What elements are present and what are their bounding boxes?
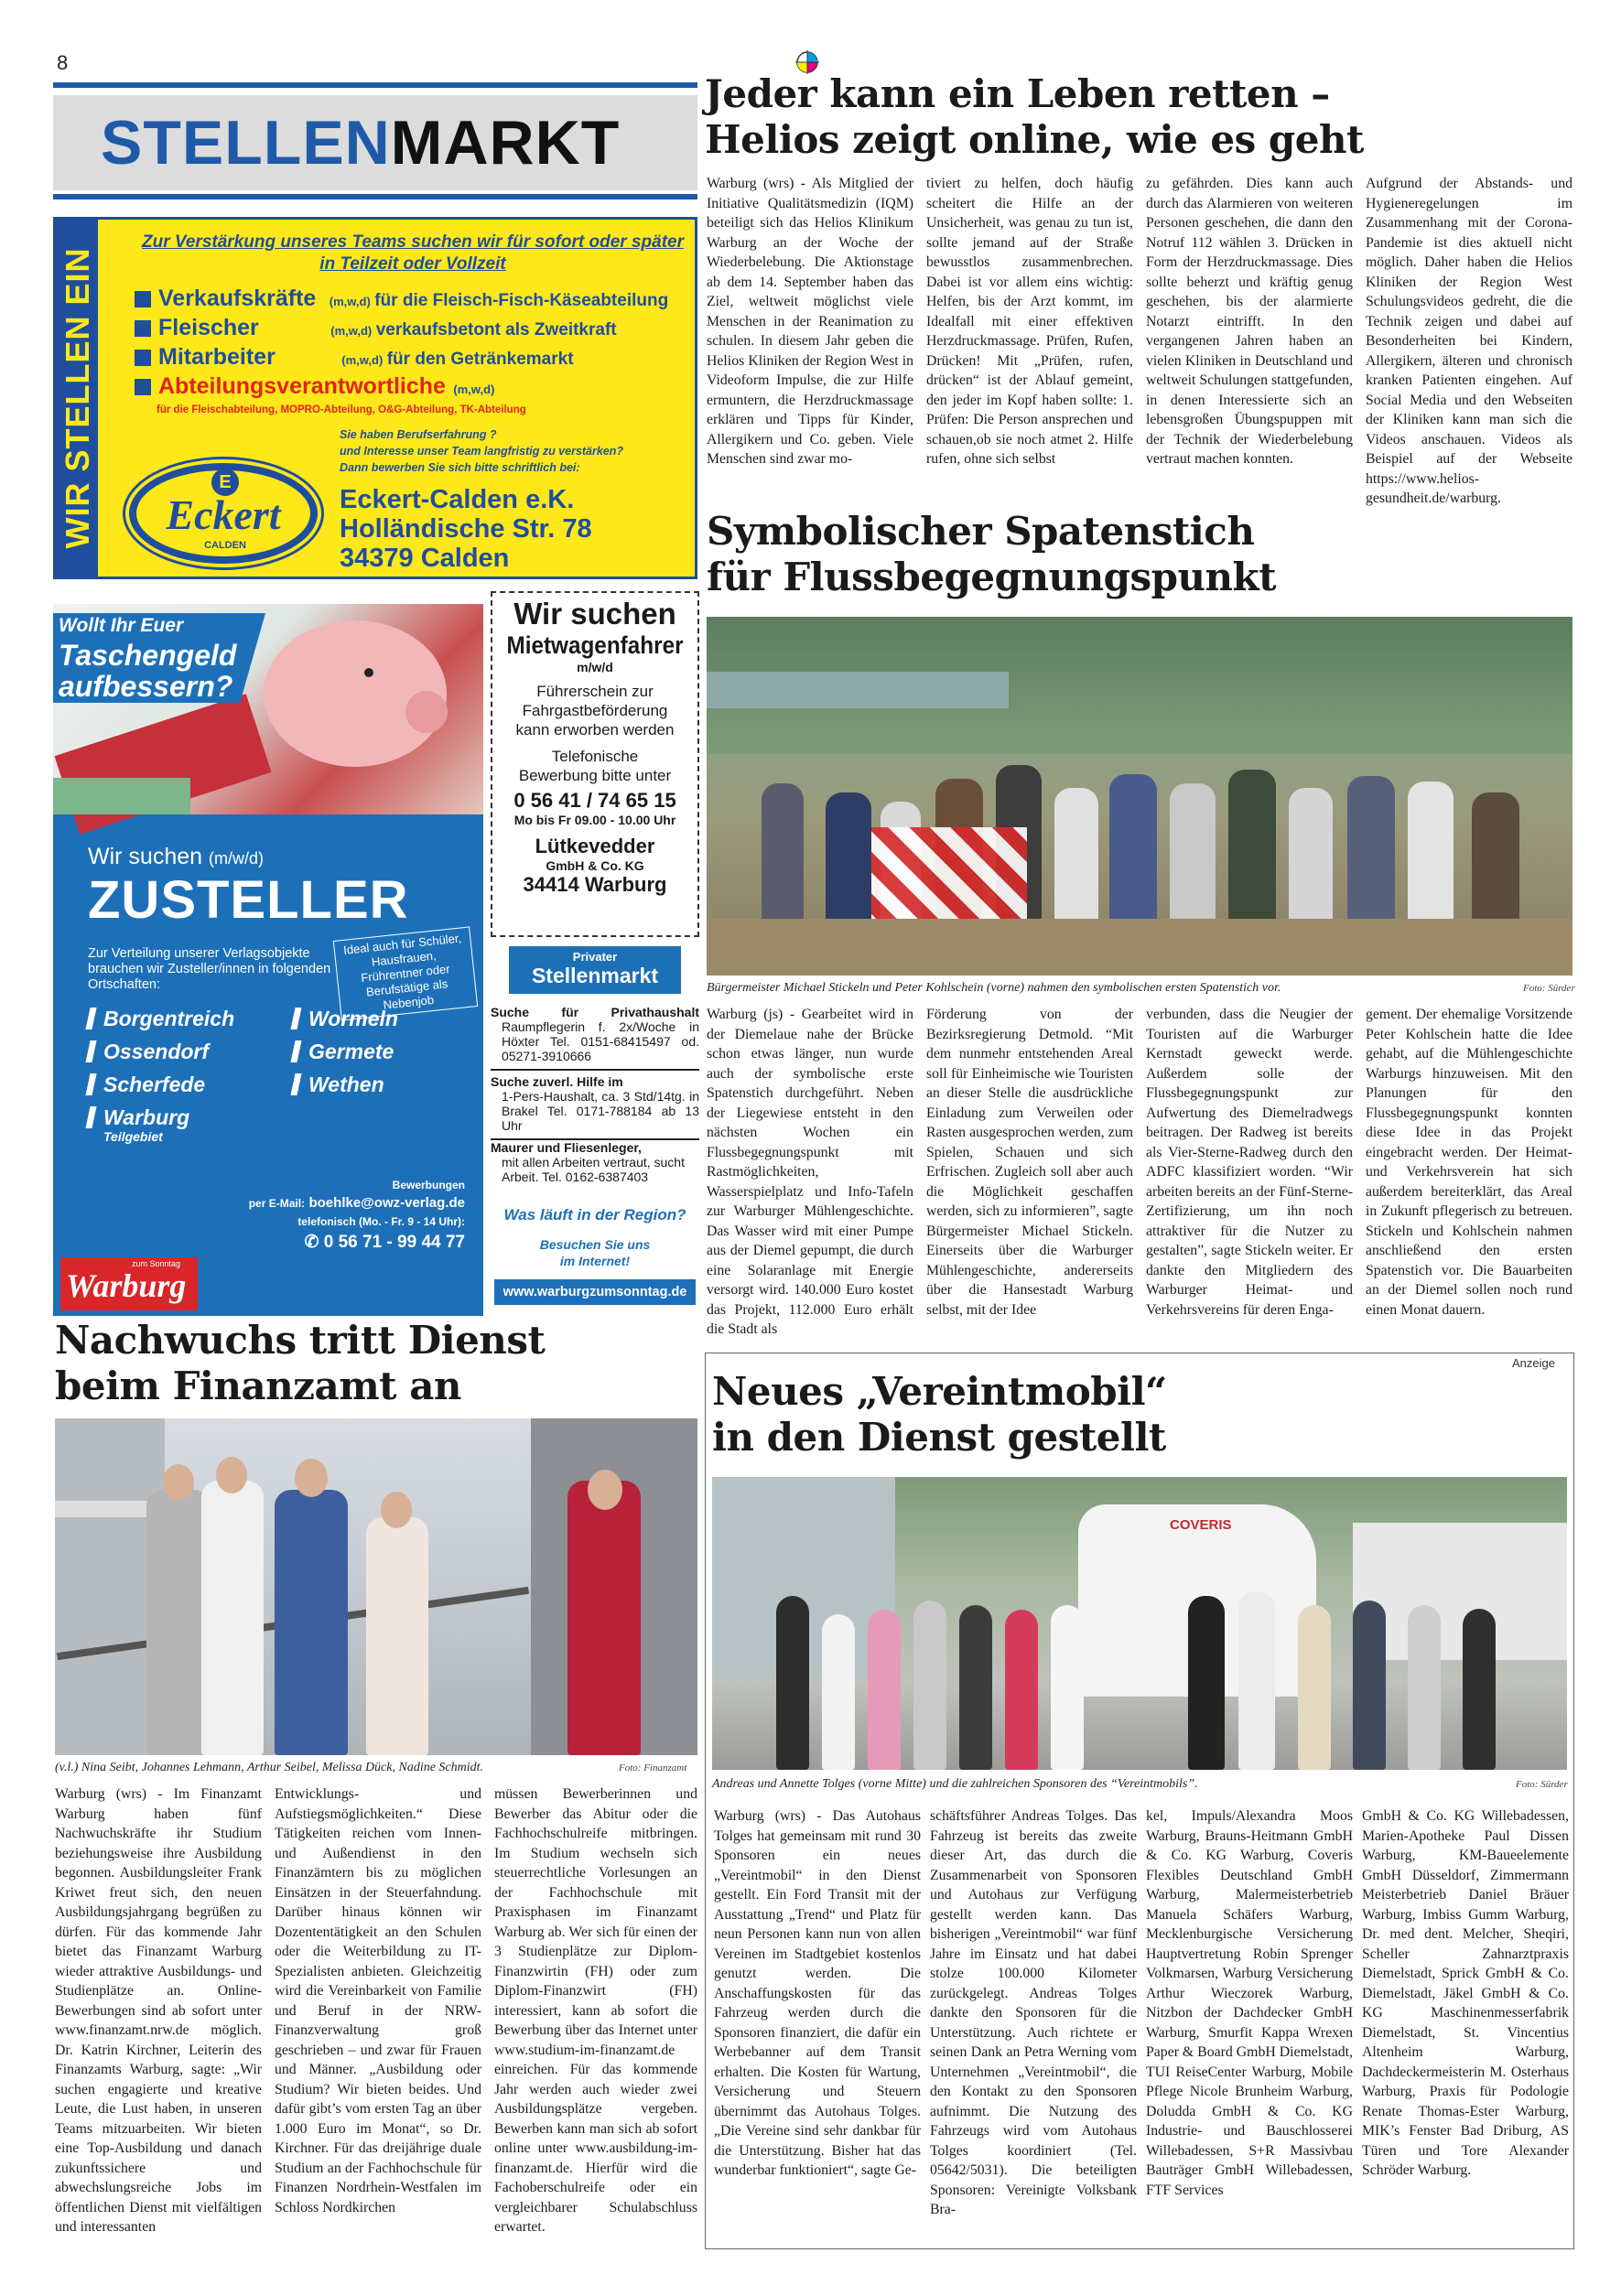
zusteller-ad <box>53 604 483 1316</box>
teilgebiet-label: Teilgebiet <box>103 1129 163 1144</box>
helios-column-2: tiviert zu helfen, doch häufig scheitert die Hilfe an der Unsicherheit, was genau zu tun ist, sollte jemand auf der Straße bewusstlos zusammenbrechen. Dabei ist vor allem eins wichtig: Helfen, bis der Arzt kommt, im Idealfall mit einer effektiven Herzdruckmassage. Prüfen, Rufen, Drücken! Mit „Prüfen, rufen, drücken“ ist der Ablauf gemeint, den jeder im Kopf haben sollte: 1. Prüfen: Die Person ansprechen und schauen,ob sie noch atmet 2. Hilfe rufen, ohne sich selbst <box>926 176 1133 467</box>
private-ad-1 <box>491 1005 699 1071</box>
eckert-logo-sub: CALDEN <box>204 540 246 551</box>
private-ad-lead: Suche für Privathaushalt <box>491 1005 699 1019</box>
eckert-intro-2: in Teilzeit oder Vollzeit <box>319 254 506 274</box>
mietwagen-apply: Telefonische Bewerbung bitte unter <box>518 748 672 784</box>
vereintmobil-credit: Foto: Sürder <box>1516 1779 1568 1790</box>
job-title: Fleischer <box>158 315 259 340</box>
mietwagen-ad <box>491 591 699 937</box>
job-mwd: (m,w,d) <box>341 353 384 367</box>
job-detail: für den Getränkemarkt <box>386 350 574 369</box>
warburg-logo-text: Warburg <box>66 1267 187 1304</box>
zusteller-desc: Zur Verteilung unserer Verlagsobjekte brauchen wir Zusteller/innen in folgenden Ortschaften: <box>88 946 331 992</box>
mietwagen-title: Mietwagenfahrer <box>506 631 684 659</box>
vereintmobil-headline-2: in den Dienst gestellt <box>712 1415 1166 1460</box>
zusteller-title: ZUSTELLER <box>88 870 409 930</box>
finanzamt-headline-2: beim Finanzamt an <box>55 1364 461 1408</box>
eckert-job-3 <box>135 344 574 371</box>
spatenstich-column-4: gement. Der ehemalige Vorsitzende Peter Kohlschein hatte die Idee gehabt, auf die Mühlengeschichte Warburgs hinzuweisen. Mit den Planungen für den Flussbegegnungspunkt konnten diese Idee in das Projekt eingebracht werden. Der Heimat- und Verkehrsverein hat sich außerdem bereiterklärt, das Areal in Zukunft pflegerisch zu betreuen. Stickeln und Kohlschein nahmen anschließend den ersten Spatenstich vor. Die Bauarbeiten an der Diemel sollen noch rund einen Monat dauern. <box>1366 1007 1572 1318</box>
place-item: Borgentreich <box>88 1007 234 1040</box>
private-ad-lead: Suche zuverl. Hilfe im <box>491 1074 623 1089</box>
place-item: Wethen <box>293 1073 398 1105</box>
job-title: Abteilungsverantwortliche <box>158 373 446 399</box>
spatenstich-column-3: verbunden, dass die Neugier der Touristen auf die Warburger Kernstadt geweckt werde. Außerdem solle der Flussbegegnungspunkt zur Aufwertung des Diemelradwegs beitragen. Der Radweg ist bereits als Vier-Sterne-Radweg durch den ADFC klassifiziert worden. “Wir arbeiten bereits an der Fünf-Sterne-Zertifizierung, um ihn noch attraktiver für die Nutzer zu gestalten”, sagte Stickeln weiter. Er dankte den Mitgliedern des Warburger Heimat- und Verkehrsvereins für deren Enga- <box>1146 1007 1353 1318</box>
place-list-left <box>88 1007 234 1144</box>
bewerbungen-label: Bewerbungen <box>392 1179 465 1191</box>
warburg-logo <box>60 1257 198 1310</box>
place-item: Scherfede <box>88 1073 234 1105</box>
job-mwd: (m,w,d) <box>330 324 373 338</box>
place-list-right <box>293 1007 398 1105</box>
eckert-job-1 <box>135 286 668 312</box>
mietwagen-company-sub: GmbH & Co. KG <box>546 858 644 873</box>
finanzamt-headline-1: Nachwuchs tritt Dienst <box>55 1318 546 1363</box>
private-market-title: Stellenmarkt <box>531 964 659 987</box>
spatenstich-credit: Foto: Sürder <box>1523 983 1575 994</box>
zusteller-mwd: (m/w/d) <box>209 849 264 868</box>
eckert-side-text: WIR STELLEN EIN <box>59 247 96 549</box>
mietwagen-city: 34414 Warburg <box>523 873 667 896</box>
place-item: Ossendorf <box>88 1040 234 1073</box>
job-mwd: (m,w,d) <box>329 295 371 308</box>
mietwagen-hours: Mo bis Fr 09.00 - 10.00 Uhr <box>513 813 676 827</box>
stellenmarkt-label-left: STELLEN <box>101 108 391 178</box>
finanzamt-column-3: müssen Bewerberinnen und Bewerber das Abitur oder die Fachhochschulreife mitbringen. Im Studium wechseln sich steuerrechtliche Vorlesungen an der Fachhochschule mit Praxisphasen im Finanzamt Warburg ab. Wer sich für einen der 3 Studienplätze zur Diplom-Finanzwirtin (FH) oder zum Diplom-Finanzwirt (FH) interessiert, kann ab sofort die Bewerbung über das Internet unter www.studium-im-finanzamt.de einreichen. Für das kommende Jahr werden auch wieder zwei Ausbildungsplätze vergeben. Bewerben kann man sich ab sofort online unter www.ausbildung-im-finanzamt.de. Hierfür wird die Fachoberschulreife oder ein vergleichbarer Schulabschluss erwartet. <box>494 1786 697 2235</box>
mietwagen-phone: 0 56 41 / 74 65 15 <box>513 789 676 812</box>
zusteller-search-text: Wir suchen <box>88 844 203 869</box>
vereintmobil-column-1: Warburg (wrs) - Das Autohaus Tolges hat gemeinsam mit rund 30 Sponsoren ein neues „Vereintmobil“ in den Dienst gestellt. Ein Ford Transit mit der Ausstattung „Trend“ und Platz für neun Personen kann nun von allen Vereinen im Stadtgebiet kostenlos genutzt werden. Die Anschaffungskosten für das Fahrzeug werden durch die Sponsoren finanziert, die dafür ein Werbebanner auf dem Transit erhalten. Die Kosten für Wartung, Versicherung und Steuern übernimmt das Autohaus Tolges. „Die Vereine sind sehr dankbar für die Unterstützung. Bisher hat das wunderbar funktioniert“, sagte Ge- <box>714 1808 921 2178</box>
stellenmarkt-label-right: MARKT <box>390 108 621 178</box>
eckert-company: Eckert-Calden e.K. <box>340 485 575 514</box>
website-link[interactable]: www.warburgzumsonntag.de <box>494 1279 696 1305</box>
helios-column-3: zu gefährden. Dies kann auch durch das Alarmieren von weiteren Personen geschehen, die dann den Notruf 112 wählen 3. Drücken in Form der Herzdruckmassage. Dies sollte beherzt und kräftig genug geschehen, bis der alarmierte Notarzt eintrifft. In den vergangenen Jahren haben an vielen Kliniken in Deutschland und weltweit Schulungen stattgefunden, in denen Interessierte sich an lebensgroßen Übungspuppen mit der Technik der Wiederbelebung vertraut machen konnten. <box>1146 176 1353 467</box>
anzeige-label: Anzeige <box>1512 1356 1555 1370</box>
eckert-dept-line: für die Fleischabteilung, MOPRO-Abteilung, O&G-Abteilung, TK-Abteilung <box>157 404 526 415</box>
taschengeld-line-3: aufbessern? <box>59 670 233 703</box>
job-mwd: (m,w,d) <box>453 383 495 396</box>
place-item: Warburg <box>88 1105 234 1129</box>
private-ad-lead: Maurer und Fliesenleger, <box>491 1140 642 1155</box>
visit-line-2: im Internet! <box>559 1254 631 1268</box>
job-title: Mitarbeiter <box>158 344 276 370</box>
vereintmobil-column-2: schäftsführer Andreas Tolges. Das Fahrzeug ist bereits das zweite dieser Art, das durch die Zusammenarbeit von Sponsoren und Autohaus zur Verfügung gestellt werden kann. Das bisherigen „Vereintmobil“ war fünf Jahre im Einsatz und hat dabei stolze 100.000 Kilometer zurückgelegt. Andreas Tolges dankte den Sponsoren für die Unterstützung. Auch richtete er seinen Dank an Petra Werning vom Unternehmen „Vereintmobil“, die den Kontakt zu den Sponsoren aufnimmt. Die Nutzung des Fahrzeugs wird vom Autohaus Tolges koordiniert (Tel. 05642/5031). Die beteiligten Sponsoren: Vereinigte Volksbank Bra- <box>930 1808 1137 2217</box>
finanzamt-credit: Foto: Finanzamt <box>619 1762 687 1773</box>
mietwagen-mwd: m/w/d <box>577 660 613 674</box>
job-detail: verkaufsbetont als Zweitkraft <box>375 320 617 340</box>
mietwagen-company: Lütkevedder <box>535 835 655 857</box>
finanzamt-caption: (v.l.) Nina Seibt, Johannes Lehmann, Arthur Seibel, Melissa Dück, Nadine Schmidt. <box>55 1761 484 1774</box>
stellenmarkt-header <box>53 82 697 201</box>
eckert-logo <box>125 459 321 567</box>
place-item: Germete <box>293 1040 398 1073</box>
vereintmobil-column-4: GmbH & Co. KG Willebadessen, Marien-Apotheke Paul Dissen Warburg, KM-Baueelemente GmbH Düsseldorf, Zimmermann Meisterbetrieb Daniel Bräuer Warburg, Imbiss Gumm Warburg, Dr. med dent. Melcher, Sheqiri, Scheller Zahnarztpraxis Diemelstadt, Sprick GmbH & Co. Diemelstadt, Jäkel GmbH & Co. KG Maschinenmesserfabrik Diemelstadt, St. Vincentius Altenheim Warburg, Dachdeckermeisterin M. Osterhaus Warburg, Praxis für Podologie Renate Thomas-Ester Warburg, MIK’s Fenster Bad Driburg, AS Türen und Tore Alexander Schröder Warburg. <box>1362 1808 1569 2178</box>
van-brand: COVERIS <box>1170 1517 1232 1533</box>
helios-headline-2: Helios zeigt online, wie es geht <box>705 117 1364 162</box>
eckert-logo-text: Eckert <box>166 491 281 538</box>
page-number: 8 <box>57 51 69 74</box>
spatenstich-headline-2: für Flussbegegnungspunkt <box>707 555 1277 599</box>
email-label: per E-Mail: <box>248 1197 306 1210</box>
email-line <box>249 1195 465 1212</box>
helios-column-1: Warburg (wrs) - Als Mitglied der Initiative Qualitätsmedizin (IQM) beteiligt sich das Helios Klinikum Warburg an der Woche der Wiederbelebung. Die Aktionstage ab dem 14. September haben das Ziel, weltweit möglichst viele Menschen in der Reanimation zu schulen. In diesem Jahr geben die Helios Kliniken der Region West in Videoform Impulse, die zur Hilfe ermuntern, die Herzdruckmassage erklären und Tipps für Kinder, Allergikern und Co. geben. Viele Menschen sind zwar mo- <box>707 176 913 467</box>
private-ad-body: mit allen Arbeiten vertraut, sucht Arbeit. Tel. 0162-6387403 <box>502 1155 685 1184</box>
helios-column-4: Aufgrund der Abstands- und Hygieneregelungen im Zusammenhang mit der Corona-Pandemie ist dies aktuell nicht möglich. Daher haben die Helios Kliniken der Region West Schulungsvideos gedreht, die die Technik zeigen und dabei auf Besonderheiten bei Kindern, Allergikern, älteren und chronisch kranken Patienten eingehen. Auf Social Media und den Webseiten der Kliniken kann man sich die Videos anschauen. Videos als Beispiel auf der Webseite https://www.helios-gesundheit.de/warburg. <box>1366 176 1572 506</box>
finanzamt-column-2: Entwicklungs- und Aufstiegsmöglichkeiten.“ Diese Tätigkeiten reichen vom Innen- und Außendienst in den Finanzämtern bis zu möglichen Einsätzen in der Steuerfahndung. Darüber hinaus können wir Dozententätigkeit an den Schulen oder die Weiterbildung zu IT-Spezialisten anbieten. Gleichzeitig wird die Vereinbarkeit von Familie und Beruf in der NRW-Finanzverwaltung groß geschrieben – und zwar für Frauen und Männer. „Ausbildung oder Studium? Wir bieten beides. Und dafür gibt’s vom ersten Tag an über 1.000 Euro im Monat“, so Dr. Kirchner. Für das dreijährige duale Studium an der Fachhochschule für Finanzen Nordrhein-Westfalen im Schloss Nordkirchen <box>275 1786 481 2215</box>
vereintmobil-headline-1: Neues „Vereintmobil“ <box>712 1369 1167 1414</box>
eckert-street: Holländische Str. 78 <box>340 514 592 544</box>
helios-headline-1: Jeder kann ein Leben retten – <box>705 71 1330 116</box>
spatenstich-headline-1: Symbolischer Spatenstich <box>707 509 1255 554</box>
place-item: Wormeln <box>293 1007 398 1040</box>
spatenstich-photo <box>707 617 1572 976</box>
finanzamt-photo <box>55 1418 697 1755</box>
taschengeld-line-1: Wollt Ihr Euer <box>59 615 184 636</box>
finanzamt-column-1: Warburg (wrs) - Im Finanzamt Warburg haben fünf Nachwuchskräfte ihr Studium beziehungsweise ihre Ausbildung begonnen. Ausbildungsleiter Frank Kriwet freut sich, den neuen Ausbildungsjahrgang begrüßen zu dürfen. Für das kommende Jahr bietet das Finanzamt Warburg wieder attraktive Ausbildungs- und Studienplätze an. Online-Bewerbungen sind ab sofort unter www.finanzamt.nrw.de möglich. Dr. Katrin Kirchner, Leiterin des Finanzamts Warburg, sagte: „Wir suchen engagierte und kreative Leute, die Lust haben, in unseren Teams mitzuarbeiten. Wir bieten eine Top-Ausbildung und danach zukunftssichere und abwechslungsreiche Jobs im öffentlichen Dienst mit vielfältigen und interessanten <box>55 1786 262 2235</box>
private-ad-body: Raumpflegerin f. 2x/Woche in Höxter Tel. 0151-68415497 od. 05271-3910666 <box>502 1019 699 1063</box>
private-ad-2 <box>491 1074 699 1140</box>
zusteller-phone: ✆ 0 56 71 - 99 44 77 <box>304 1233 465 1252</box>
spatenstich-column-2: Förderung von der Bezirksregierung Detmold. “Mit dem nunmehr entstehenden Areal soll für Einheimische wie Touristen an dieser Stelle die ausdrückliche Einladung zum Verweilen oder Rasten ausgesprochen werden, zum Spielen, Schauen und sich Erfrischen. Zugleich soll aber auch die Möglichkeit geschaffen werden, sich zu informieren”, sagte Bürgermeister Michael Stickeln. Einerseits über die Warburger Mühlengeschichte, andererseits über die Hansestadt Warburg selbst, mit der Idee <box>926 1007 1133 1318</box>
spatenstich-column-1: Warburg (js) - Gearbeitet wird in der Diemelaue nahe der Brücke schon etwas länger, nun wurde auch der symbolische erste Spatenstich durchgeführt. Neben der Liegewiese entsteht in den nächsten Wochen ein Flussbegegnungspunkt mit Rastmöglichkeiten, Wasserspielplatz und Info-Tafeln zur Warburger Mühlengeschichte. Das Wasser wird mit einer Pumpe aus der Diemel gepumpt, die durch eine Solaranlage mit Energie versorgt wird. 140.000 Euro kostet das Projekt, 112.000 Euro erhält die Stadt als <box>707 1007 913 1337</box>
eckert-experience-2: und Interesse unser Team langfristig zu verstärken? <box>340 445 624 458</box>
vereintmobil-column-3: kel, Impuls/Alexandra Moos Warburg, Brauns-Heitmann GmbH & Co. KG Warburg, Coveris Flexibles Deutschland GmbH Warburg, Malermeisterbetrieb Manuela Schäfers Warburg, Mecklenburgische Versicherung Hauptvertretung Robin Sprenger Volkmarsen, Warburg Versicherung Arthur Wieczorek Warburg, Nitzbon der Dachdecker GmbH Warburg, Smurfit Kappa Wrexen Paper & Board GmbH Diemelstadt, TUI ReiseCenter Warburg, Mobile Pflege Nicole Brunheim Warburg, Doludda GmbH & Co. KG Industrie- und Bauschlosserei Willebadessen, S+R Massivbau Bauträger GmbH Willebadessen, FTF Services <box>1146 1808 1353 2198</box>
vereintmobil-caption: Andreas und Annette Tolges (vorne Mitte) und die zahlreichen Sponsoren des “Vereintmobils”. <box>712 1777 1198 1791</box>
taschengeld-line-2: Taschengeld <box>59 639 237 672</box>
private-ad-3 <box>491 1140 699 1190</box>
eckert-job-4 <box>135 373 494 400</box>
eckert-experience-1: Sie haben Berufserfahrung ? <box>340 428 497 441</box>
spatenstich-caption: Bürgermeister Michael Stickeln und Peter Kohlschein (vorne) nahmen den symbolischen ersten Spatenstich vor. <box>707 981 1281 995</box>
visit-line-1: Besuchen Sie uns <box>539 1237 651 1252</box>
private-market <box>491 946 699 1314</box>
warburg-logo-small: zum Sonntag <box>132 1259 181 1268</box>
eckert-city: 34379 Calden <box>340 544 510 573</box>
eckert-experience-3: Dann bewerben Sie sich bitte schriftlich bei: <box>340 461 580 474</box>
eckert-job-2 <box>135 315 617 341</box>
eckert-logo-badge: E <box>211 469 239 496</box>
eckert-intro-1: Zur Verstärkung unseres Teams suchen wir für sofort oder später <box>142 232 684 252</box>
zusteller-search <box>88 844 264 870</box>
job-title: Verkaufskräfte <box>158 286 317 311</box>
zusteller-ideal: Ideal auch für Schüler, Hausfrauen, Frührentner oder Berufstätige als Nebenjob <box>333 926 478 1020</box>
job-detail: für die Fleisch-Fisch-Käseabteilung <box>374 291 669 310</box>
private-market-header <box>509 946 681 994</box>
mietwagen-search: Wir suchen <box>513 597 676 631</box>
private-ad-body: 1-Pers-Haushalt, ca. 3 Std/14tg. in Brakel Tel. 0171-788184 ab 13 Uhr <box>502 1089 699 1133</box>
email-address[interactable]: boehlke@owz-verlag.de <box>308 1195 465 1211</box>
private-market-small: Privater <box>572 950 618 964</box>
vereintmobil-photo <box>712 1477 1567 1770</box>
tel-label: telefonisch (Mo. - Fr. 9 - 14 Uhr): <box>297 1215 465 1228</box>
eckert-ad <box>53 217 697 579</box>
region-question: Was läuft in der Region? <box>503 1206 686 1223</box>
mietwagen-license: Führerschein zur Fahrgastbeförderung kann erworben werden <box>515 683 675 738</box>
